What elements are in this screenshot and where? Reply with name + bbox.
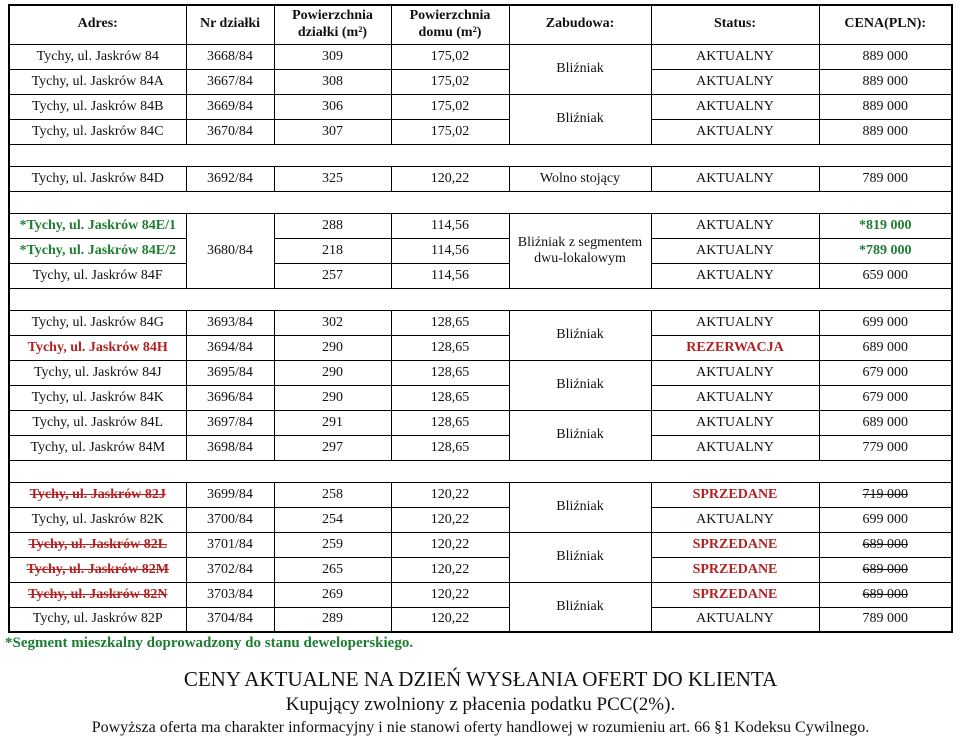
address-cell: Tychy, ul. Jaskrów 84K bbox=[9, 385, 186, 410]
table-row bbox=[9, 435, 952, 460]
plot-area-cell: 308 bbox=[274, 69, 391, 94]
spacer-cell bbox=[9, 288, 952, 310]
spacer-cell bbox=[9, 460, 952, 482]
building-type-cell: Wolno stojący bbox=[509, 166, 651, 191]
plot-number-cell: 3692/84 bbox=[186, 166, 274, 191]
table-row bbox=[9, 482, 952, 507]
price-cell: *819 000 bbox=[819, 213, 952, 238]
address-cell: Tychy, ul. Jaskrów 84L bbox=[9, 410, 186, 435]
plot-area-cell: 265 bbox=[274, 557, 391, 582]
closing-notes bbox=[0, 666, 961, 739]
house-area-cell: 128,65 bbox=[391, 335, 509, 360]
plot-number-cell: 3668/84 bbox=[186, 44, 274, 69]
address-cell: Tychy, ul. Jaskrów 84F bbox=[9, 263, 186, 288]
plot-area-cell: 325 bbox=[274, 166, 391, 191]
section-spacer-row bbox=[9, 144, 952, 166]
price-cell: 719 000 bbox=[819, 482, 952, 507]
house-area-cell: 120,22 bbox=[391, 507, 509, 532]
footnote-segment: *Segment mieszkalny doprowadzony do stanu deweloperskiego. bbox=[5, 635, 414, 651]
price-cell: 699 000 bbox=[819, 507, 952, 532]
table-row bbox=[9, 119, 952, 144]
plot-number-cell: 3699/84 bbox=[186, 482, 274, 507]
plot-number-cell: 3680/84 bbox=[186, 213, 274, 288]
table-row bbox=[9, 360, 952, 385]
house-area-cell: 128,65 bbox=[391, 310, 509, 335]
footer-line-pcc-exemption: Kupujący zwolniony z płacenia podatku PCC(2%). bbox=[285, 694, 676, 716]
column-header-status: Status: bbox=[651, 5, 819, 44]
plot-number-cell: 3700/84 bbox=[186, 507, 274, 532]
table-row bbox=[9, 557, 952, 582]
building-type-cell: Bliźniak bbox=[509, 410, 651, 460]
plot-area-cell: 291 bbox=[274, 410, 391, 435]
building-type-cell: Bliźniak bbox=[509, 44, 651, 94]
address-cell: Tychy, ul. Jaskrów 84C bbox=[9, 119, 186, 144]
section-spacer-row bbox=[9, 288, 952, 310]
status-cell: AKTUALNY bbox=[651, 94, 819, 119]
plot-number-cell: 3670/84 bbox=[186, 119, 274, 144]
plot-area-cell: 259 bbox=[274, 532, 391, 557]
address-cell: Tychy, ul. Jaskrów 84D bbox=[9, 166, 186, 191]
plot-area-cell: 307 bbox=[274, 119, 391, 144]
status-cell: AKTUALNY bbox=[651, 435, 819, 460]
building-type-cell: Bliźniak bbox=[509, 532, 651, 582]
table-row bbox=[9, 69, 952, 94]
status-cell: AKTUALNY bbox=[651, 166, 819, 191]
plot-number-cell: 3698/84 bbox=[186, 435, 274, 460]
plot-number-cell: 3695/84 bbox=[186, 360, 274, 385]
table-row bbox=[9, 507, 952, 532]
address-cell: Tychy, ul. Jaskrów 82N bbox=[9, 582, 186, 607]
status-cell: SPRZEDANE bbox=[651, 582, 819, 607]
address-cell: Tychy, ul. Jaskrów 84G bbox=[9, 310, 186, 335]
plot-area-cell: 290 bbox=[274, 360, 391, 385]
column-header-powierzchnia-domu: Powierzchnia domu (m²) bbox=[391, 5, 509, 44]
house-area-cell: 128,65 bbox=[391, 410, 509, 435]
house-area-cell: 175,02 bbox=[391, 44, 509, 69]
address-cell: *Tychy, ul. Jaskrów 84E/1 bbox=[9, 213, 186, 238]
house-area-cell: 128,65 bbox=[391, 435, 509, 460]
price-cell: 689 000 bbox=[819, 410, 952, 435]
address-cell: Tychy, ul. Jaskrów 82M bbox=[9, 557, 186, 582]
footer-line-prices-current: CENY AKTUALNE NA DZIEŃ WYSŁANIA OFERT DO KLIENTA bbox=[183, 667, 778, 691]
plot-number-cell: 3667/84 bbox=[186, 69, 274, 94]
house-area-cell: 120,22 bbox=[391, 482, 509, 507]
plot-number-cell: 3701/84 bbox=[186, 532, 274, 557]
table-row bbox=[9, 213, 952, 238]
status-cell: SPRZEDANE bbox=[651, 482, 819, 507]
house-area-cell: 114,56 bbox=[391, 213, 509, 238]
plot-number-cell: 3704/84 bbox=[186, 607, 274, 632]
price-cell: 889 000 bbox=[819, 69, 952, 94]
house-area-cell: 120,22 bbox=[391, 557, 509, 582]
address-cell: Tychy, ul. Jaskrów 82J bbox=[9, 482, 186, 507]
building-type-cell: Bliźniak bbox=[509, 482, 651, 532]
price-cell: 679 000 bbox=[819, 360, 952, 385]
offers-table bbox=[8, 4, 953, 633]
status-cell: AKTUALNY bbox=[651, 263, 819, 288]
price-cell: 689 000 bbox=[819, 557, 952, 582]
plot-number-cell: 3694/84 bbox=[186, 335, 274, 360]
plot-area-cell: 290 bbox=[274, 335, 391, 360]
table-row bbox=[9, 532, 952, 557]
price-cell: 789 000 bbox=[819, 166, 952, 191]
plot-area-cell: 257 bbox=[274, 263, 391, 288]
plot-number-cell: 3696/84 bbox=[186, 385, 274, 410]
table-row bbox=[9, 335, 952, 360]
plot-area-cell: 289 bbox=[274, 607, 391, 632]
address-cell: Tychy, ul. Jaskrów 84J bbox=[9, 360, 186, 385]
address-cell: *Tychy, ul. Jaskrów 84E/2 bbox=[9, 238, 186, 263]
status-cell: AKTUALNY bbox=[651, 507, 819, 532]
footer-line-disclaimer: Powyższa oferta ma charakter informacyjny i nie stanowi oferty handlowej w rozumieniu art. 66 §1 Kodeksu Cywilnego. bbox=[91, 719, 870, 737]
building-type-cell: Bliźniak bbox=[509, 310, 651, 360]
house-area-cell: 120,22 bbox=[391, 166, 509, 191]
plot-number-cell: 3702/84 bbox=[186, 557, 274, 582]
status-cell: AKTUALNY bbox=[651, 213, 819, 238]
plot-area-cell: 269 bbox=[274, 582, 391, 607]
plot-area-cell: 309 bbox=[274, 44, 391, 69]
status-cell: AKTUALNY bbox=[651, 119, 819, 144]
table-row bbox=[9, 410, 952, 435]
section-spacer-row bbox=[9, 191, 952, 213]
status-cell: AKTUALNY bbox=[651, 410, 819, 435]
address-cell: Tychy, ul. Jaskrów 82P bbox=[9, 607, 186, 632]
status-cell: AKTUALNY bbox=[651, 607, 819, 632]
plot-area-cell: 288 bbox=[274, 213, 391, 238]
building-type-cell: Bliźniak bbox=[509, 94, 651, 144]
building-type-cell: Bliźniak z segmentem dwu-lokalowym bbox=[509, 213, 651, 288]
building-type-cell: Bliźniak bbox=[509, 582, 651, 632]
house-area-cell: 120,22 bbox=[391, 607, 509, 632]
status-cell: AKTUALNY bbox=[651, 360, 819, 385]
address-cell: Tychy, ul. Jaskrów 84B bbox=[9, 94, 186, 119]
column-header-nr-dzialki: Nr działki bbox=[186, 5, 274, 44]
table-row bbox=[9, 310, 952, 335]
plot-number-cell: 3693/84 bbox=[186, 310, 274, 335]
plot-number-cell: 3703/84 bbox=[186, 582, 274, 607]
table-row bbox=[9, 607, 952, 632]
plot-area-cell: 218 bbox=[274, 238, 391, 263]
address-cell: Tychy, ul. Jaskrów 84A bbox=[9, 69, 186, 94]
plot-area-cell: 306 bbox=[274, 94, 391, 119]
status-cell: AKTUALNY bbox=[651, 310, 819, 335]
plot-area-cell: 297 bbox=[274, 435, 391, 460]
column-header-powierzchnia-dzialki: Powierzchnia działki (m²) bbox=[274, 5, 391, 44]
status-cell: SPRZEDANE bbox=[651, 557, 819, 582]
plot-area-cell: 258 bbox=[274, 482, 391, 507]
address-cell: Tychy, ul. Jaskrów 84M bbox=[9, 435, 186, 460]
plot-number-cell: 3697/84 bbox=[186, 410, 274, 435]
house-area-cell: 128,65 bbox=[391, 360, 509, 385]
house-area-cell: 128,65 bbox=[391, 385, 509, 410]
price-cell: 789 000 bbox=[819, 607, 952, 632]
address-cell: Tychy, ul. Jaskrów 82L bbox=[9, 532, 186, 557]
plot-number-cell: 3669/84 bbox=[186, 94, 274, 119]
price-cell: 689 000 bbox=[819, 335, 952, 360]
column-header-adres: Adres: bbox=[9, 5, 186, 44]
price-cell: 889 000 bbox=[819, 94, 952, 119]
price-cell: 699 000 bbox=[819, 310, 952, 335]
building-type-cell: Bliźniak bbox=[509, 360, 651, 410]
column-header-cena: CENA(PLN): bbox=[819, 5, 952, 44]
section-spacer-row bbox=[9, 460, 952, 482]
spacer-cell bbox=[9, 191, 952, 213]
house-area-cell: 120,22 bbox=[391, 582, 509, 607]
address-cell: Tychy, ul. Jaskrów 82K bbox=[9, 507, 186, 532]
house-area-cell: 120,22 bbox=[391, 532, 509, 557]
price-cell: 659 000 bbox=[819, 263, 952, 288]
table-row bbox=[9, 94, 952, 119]
status-cell: AKTUALNY bbox=[651, 69, 819, 94]
status-cell: REZERWACJA bbox=[651, 335, 819, 360]
plot-area-cell: 302 bbox=[274, 310, 391, 335]
table-row bbox=[9, 44, 952, 69]
status-cell: AKTUALNY bbox=[651, 238, 819, 263]
column-header-zabudowa: Zabudowa: bbox=[509, 5, 651, 44]
house-area-cell: 114,56 bbox=[391, 238, 509, 263]
price-cell: 689 000 bbox=[819, 582, 952, 607]
house-area-cell: 175,02 bbox=[391, 119, 509, 144]
status-cell: SPRZEDANE bbox=[651, 532, 819, 557]
house-area-cell: 175,02 bbox=[391, 94, 509, 119]
status-cell: AKTUALNY bbox=[651, 44, 819, 69]
table-row bbox=[9, 385, 952, 410]
house-area-cell: 114,56 bbox=[391, 263, 509, 288]
price-cell: 679 000 bbox=[819, 385, 952, 410]
address-cell: Tychy, ul. Jaskrów 84H bbox=[9, 335, 186, 360]
table-row bbox=[9, 166, 952, 191]
price-cell: 689 000 bbox=[819, 532, 952, 557]
price-cell: 889 000 bbox=[819, 44, 952, 69]
plot-area-cell: 290 bbox=[274, 385, 391, 410]
table-header-row bbox=[9, 5, 952, 44]
status-cell: AKTUALNY bbox=[651, 385, 819, 410]
table-row bbox=[9, 238, 952, 263]
price-cell: 889 000 bbox=[819, 119, 952, 144]
spacer-cell bbox=[9, 144, 952, 166]
table-body bbox=[9, 44, 952, 632]
price-cell: 779 000 bbox=[819, 435, 952, 460]
table-row bbox=[9, 263, 952, 288]
house-area-cell: 175,02 bbox=[391, 69, 509, 94]
plot-area-cell: 254 bbox=[274, 507, 391, 532]
price-cell: *789 000 bbox=[819, 238, 952, 263]
table-row bbox=[9, 582, 952, 607]
address-cell: Tychy, ul. Jaskrów 84 bbox=[9, 44, 186, 69]
